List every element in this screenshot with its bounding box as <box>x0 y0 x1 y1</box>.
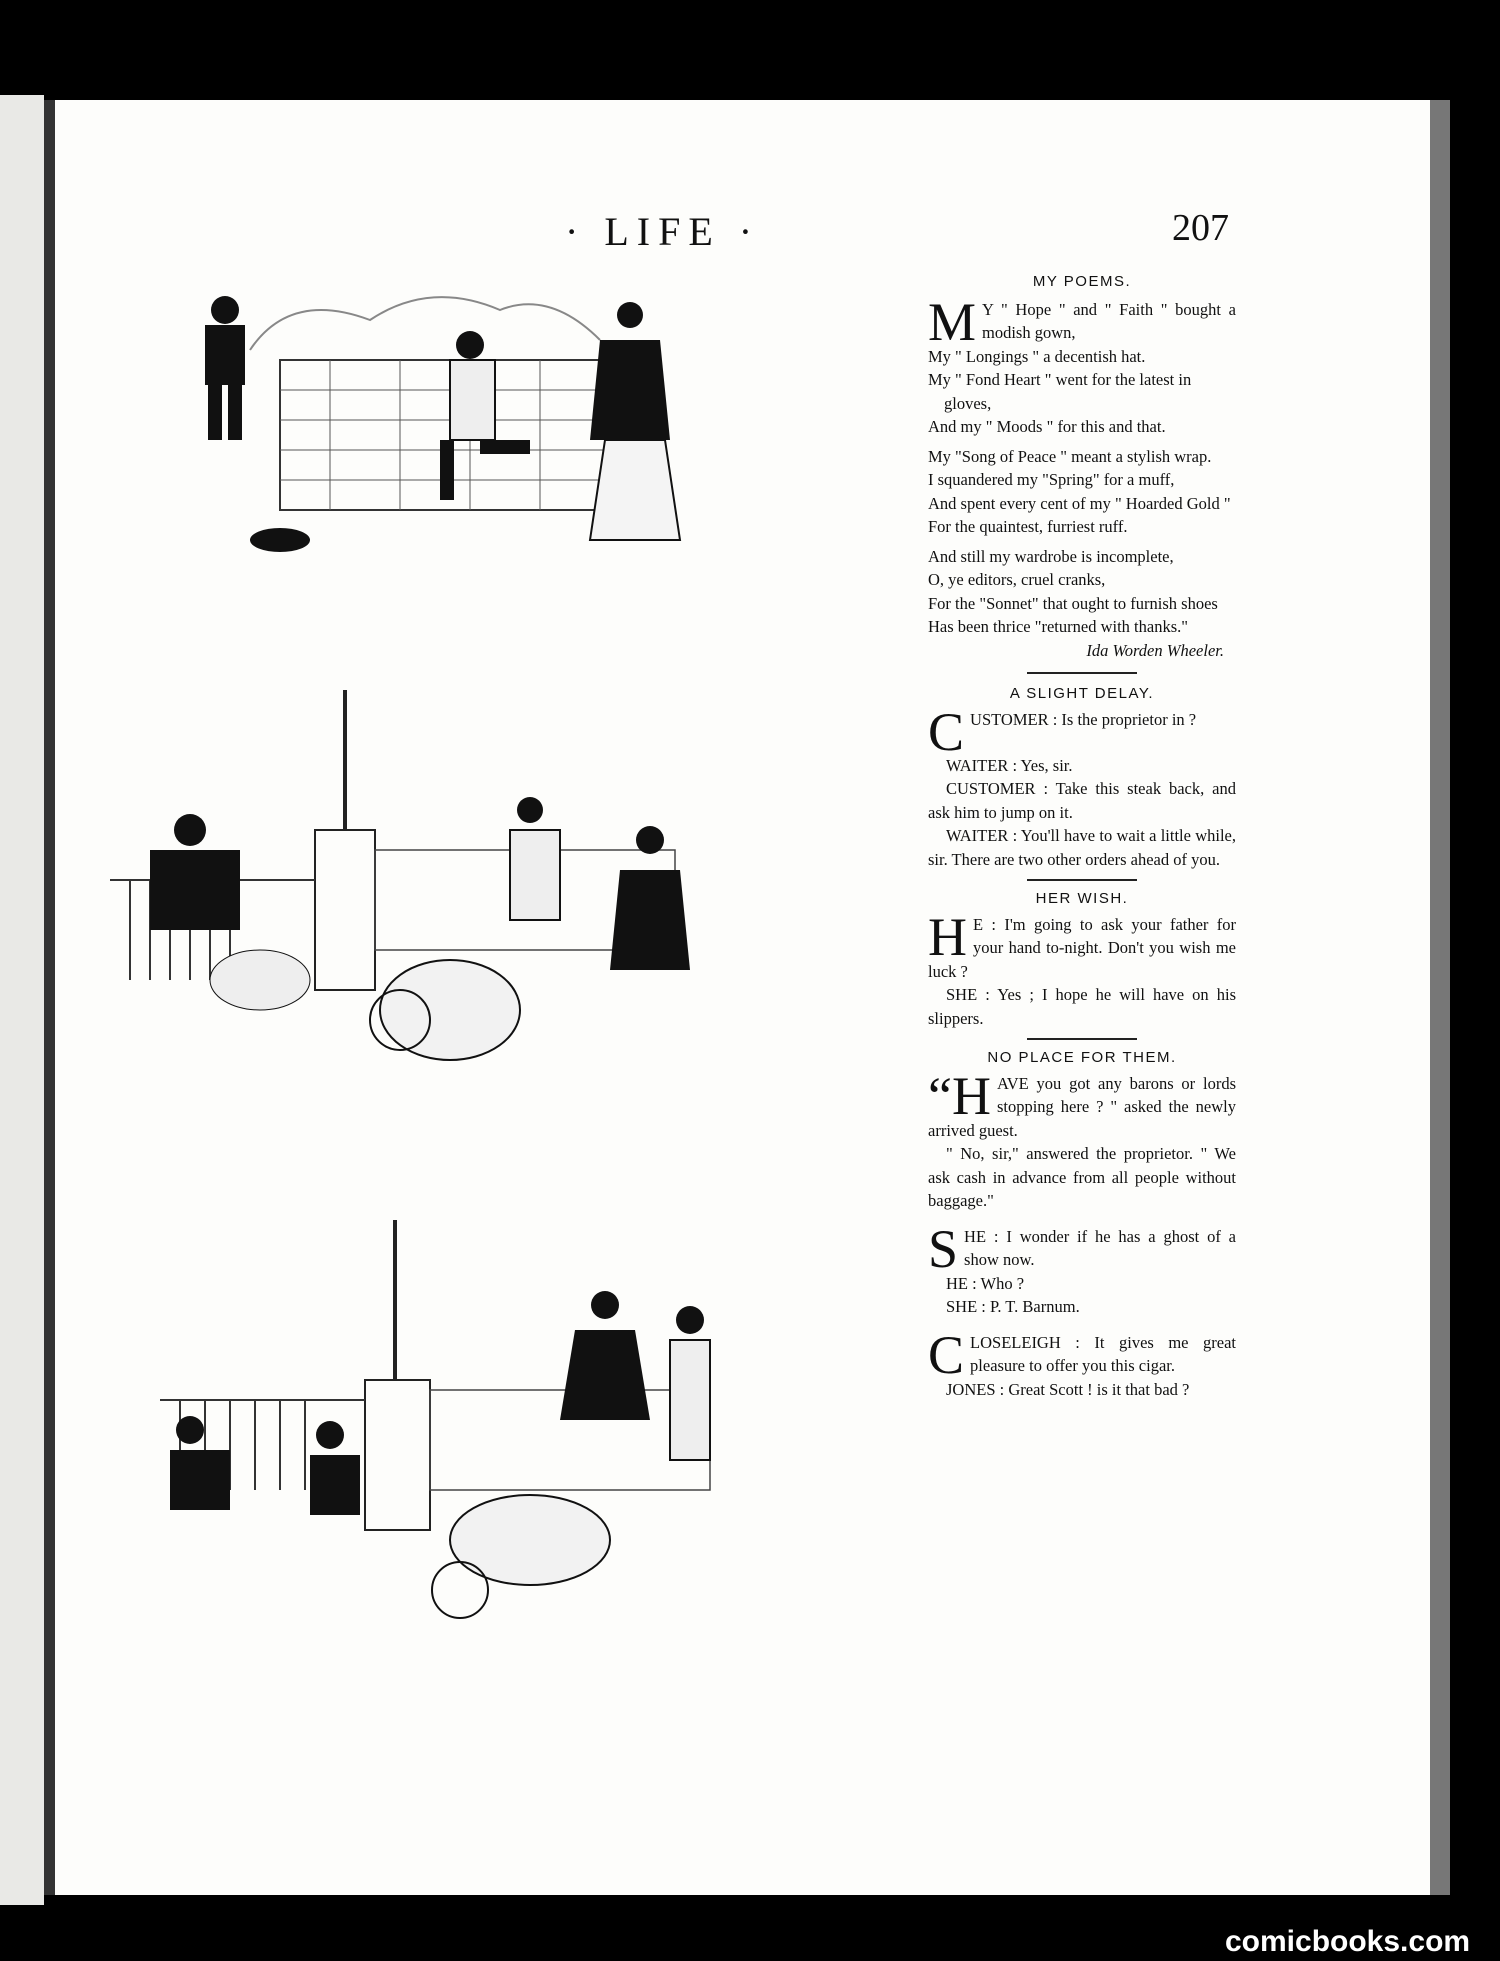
poem-line: For the quaintest, furriest ruff. <box>928 517 1128 536</box>
poem-line: My " Longings " a decentish hat. <box>928 346 1146 366</box>
dialogue-line: CUSTOMER : Take this steak back, and ask him to jump on it. <box>928 779 1236 822</box>
noplace-dropcap: “H <box>928 1065 991 1126</box>
ghost-dropcap: S <box>928 1218 959 1279</box>
watermark: comicbooks.com <box>1225 1925 1471 1958</box>
poem-line: My "Song of Peace " meant a stylish wrap. <box>928 446 1212 466</box>
facing-page-edge <box>0 95 44 1905</box>
poem-line: O, ye editors, cruel cranks, <box>928 570 1106 589</box>
page-edge-shadow <box>1430 100 1450 1895</box>
magazine-title: · LIFE · <box>565 209 761 254</box>
delay-title: A SLIGHT DELAY. <box>1009 685 1155 702</box>
dialogue-line: USTOMER : Is the proprietor in ? <box>970 709 1197 729</box>
poem-line: I squandered my "Spring" for a muff, <box>928 470 1175 489</box>
poem-title: MY POEMS. <box>1032 273 1132 290</box>
wish-title: HER WISH. <box>1035 890 1129 907</box>
illustration-panel-1 <box>170 270 730 590</box>
delay-dropcap: C <box>928 701 965 762</box>
poem-line: And still my wardrobe is incomplete, <box>928 546 1174 566</box>
noplace-title: NO PLACE FOR THEM. <box>987 1049 1177 1066</box>
dialogue-line: WAITER : Yes, sir. <box>946 755 1073 775</box>
dialogue-line: WAITER : You'll have to wait a little while, sir. There are two other orders ahead of you. <box>928 826 1236 869</box>
poem-line: Y " Hope " and " Faith " bought a modish gown, <box>982 299 1236 342</box>
illustration-panel-3 <box>160 1210 730 1650</box>
wish-dropcap: H <box>928 906 967 967</box>
poem-line: My " Fond Heart " went for the latest in gloves, <box>928 370 1192 413</box>
book-spine <box>44 100 55 1895</box>
dialogue-line: JONES : Great Scott ! is it that bad ? <box>946 1379 1190 1399</box>
section-divider <box>1027 1038 1137 1040</box>
poem-line: Has been thrice "returned with thanks." <box>928 617 1188 636</box>
poem-line: For the "Sonnet" that ought to furnish shoes <box>928 593 1218 613</box>
dialogue-line: LOSELEIGH : It gives me great pleasure to offer you this cigar. <box>970 1332 1236 1375</box>
dialogue-line: E : I'm going to ask your father for your hand to-night. Don't you wish me luck ? <box>928 914 1236 981</box>
dialogue-line: " No, sir," answered the proprietor. " We ask cash in advance from all people without baggage." <box>928 1144 1236 1210</box>
poem-line: And spent every cent of my " Hoarded Gold " <box>928 493 1231 513</box>
poem-line: And my " Moods " for this and that. <box>928 417 1166 436</box>
page-number: 207 <box>1172 207 1229 249</box>
dialogue-line: SHE : Yes ; I hope he will have on his slippers. <box>928 985 1236 1028</box>
section-divider <box>1027 879 1137 881</box>
poem-dropcap: M <box>928 291 977 352</box>
section-divider <box>1027 672 1137 674</box>
illustration-panel-2 <box>110 680 730 1120</box>
dialogue-line: HE : I wonder if he has a ghost of a show now. <box>964 1226 1236 1269</box>
poem-author: Ida Worden Wheeler. <box>1086 640 1224 660</box>
cigar-dropcap: C <box>928 1324 965 1385</box>
dialogue-line: AVE you got any barons or lords stopping here ? " asked the newly arrived guest. <box>928 1073 1236 1140</box>
text-column <box>928 270 1236 1401</box>
dialogue-line: HE : Who ? <box>946 1273 1025 1293</box>
dialogue-line: SHE : P. T. Barnum. <box>946 1297 1080 1316</box>
